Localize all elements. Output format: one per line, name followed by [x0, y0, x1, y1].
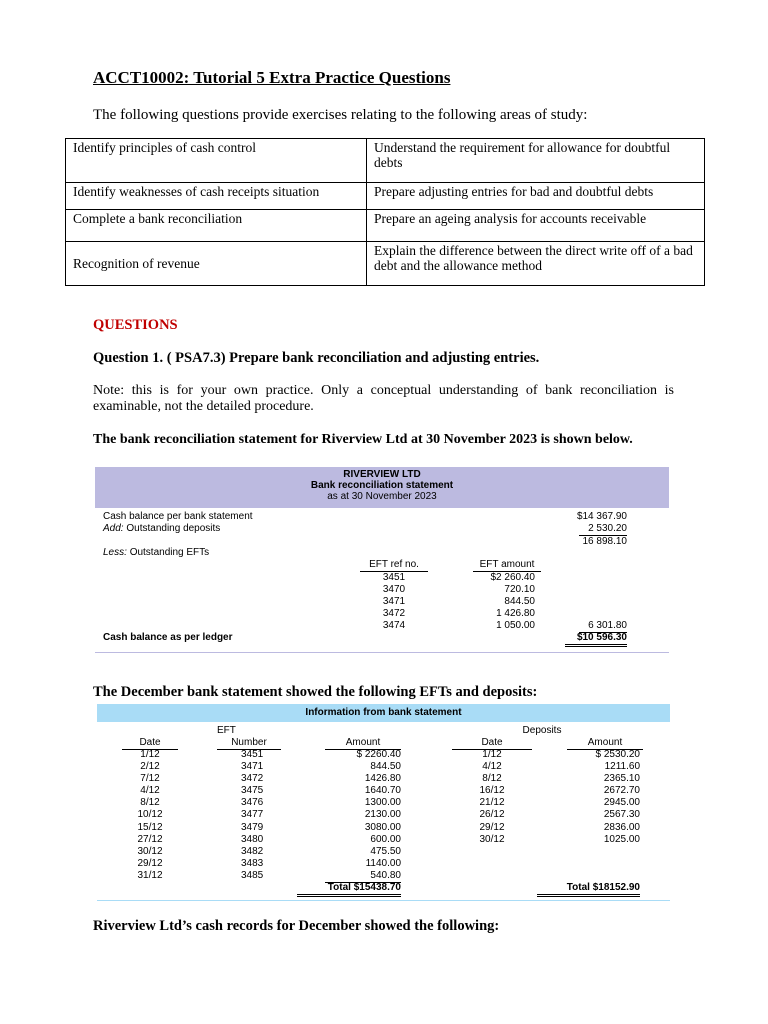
note-text: Note: this is for your own practice. Only a conceptual understanding of bank reconciliation is examinable, not the detailed procedure.	[93, 383, 674, 414]
area-cell: Prepare an ageing analysis for accounts receivable	[367, 210, 705, 242]
eft-ref: 3471	[382, 596, 406, 607]
eft-amount: $2 260.40	[490, 572, 535, 583]
ledger-value: $10 596.30	[565, 632, 627, 647]
cash-per-bank-label: Cash balance per bank statement	[103, 511, 253, 522]
cash-records-intro: Riverview Ltd’s cash records for December showed the following:	[93, 918, 500, 934]
eft-amount: 475.50	[370, 845, 401, 857]
eft-date: 1/12	[140, 749, 160, 760]
december-intro: The December bank statement showed the following EFTs and deposits:	[93, 684, 538, 700]
deposit-date: 1/12	[482, 749, 502, 760]
efts-total: 6 301.80	[579, 620, 627, 633]
area-cell: Prepare adjusting entries for bad and doubtful debts	[367, 183, 705, 210]
add-prefix: Add:	[103, 523, 124, 534]
eft-date: 27/12	[137, 833, 163, 845]
eft-number: 3479	[241, 821, 264, 833]
eft-number: 3472	[241, 773, 264, 785]
eft-date-header: Date	[122, 737, 178, 750]
deposit-total: Total $18152.90	[537, 882, 640, 897]
eft-amount: 3080.00	[364, 821, 401, 833]
outstanding-efts-label	[103, 547, 209, 559]
deposit-date: 26/12	[479, 809, 505, 821]
deposit-amount: 1025.00	[603, 833, 640, 845]
eft-amount-list	[473, 572, 535, 632]
add-label: Outstanding deposits	[126, 523, 221, 534]
less-prefix: Less:	[103, 547, 127, 558]
eft-date: 7/12	[140, 773, 160, 785]
outstanding-deposits-value: 2 530.20	[579, 523, 627, 536]
ledger-label: Cash balance as per ledger	[103, 632, 233, 643]
eft-amount: 1 426.80	[496, 608, 535, 619]
bank-statement-figure	[97, 704, 670, 901]
eft-number: 3480	[241, 833, 264, 845]
deposit-date: 21/12	[479, 797, 505, 809]
eft-number: 3477	[241, 809, 264, 821]
eft-amount: $ 2260.40	[356, 749, 401, 760]
eft-ref-list	[360, 572, 428, 632]
less-label: Outstanding EFTs	[129, 547, 210, 558]
eft-ref: 3474	[382, 620, 406, 631]
eft-ref: 3470	[382, 584, 406, 595]
area-cell: Explain the difference between the direct write off of a bad debt and the allowance method	[367, 242, 705, 286]
deposit-amount: 2945.00	[603, 797, 640, 809]
eft-number: 3485	[241, 869, 264, 881]
eft-amount: 1640.70	[364, 785, 401, 797]
question-1-heading: Question 1. ( PSA7.3) Prepare bank reconciliation and adjusting entries.	[93, 350, 540, 366]
eft-amount: 844.50	[370, 761, 401, 773]
eft-ref: 3451	[382, 572, 406, 583]
deposit-date: 16/12	[479, 785, 505, 797]
statement-name: Bank reconciliation statement	[310, 480, 454, 491]
eft-ref: 3472	[382, 608, 406, 619]
eft-dates	[122, 749, 178, 882]
deposit-date: 4/12	[482, 761, 502, 773]
eft-amount: 1140.00	[365, 857, 401, 869]
eft-ref-header: EFT ref no.	[360, 559, 428, 572]
deposit-date: 30/12	[479, 833, 505, 845]
questions-heading: QUESTIONS	[93, 317, 178, 333]
eft-amount: 1 050.00	[496, 620, 535, 631]
eft-number: 3471	[241, 761, 264, 773]
eft-number-header: Number	[217, 737, 281, 750]
eft-number: 3451	[241, 749, 264, 760]
company-name: RIVERVIEW LTD	[343, 469, 421, 480]
eft-date: 15/12	[137, 821, 163, 833]
eft-header: EFT	[217, 725, 236, 736]
bank-rec-intro: The bank reconciliation statement for Riverview Ltd at 30 November 2023 is shown below.	[93, 432, 633, 447]
eft-date: 4/12	[140, 785, 160, 797]
study-areas-table	[65, 138, 705, 286]
eft-amount: 844.50	[504, 596, 535, 607]
eft-date: 8/12	[140, 797, 160, 809]
deposit-date-header: Date	[452, 737, 532, 750]
eft-amount: 540.80	[325, 870, 401, 883]
page-title: ACCT10002: Tutorial 5 Extra Practice Questions	[93, 68, 451, 87]
eft-amount-header: EFT amount	[473, 559, 541, 572]
outstanding-deposits-label	[103, 523, 220, 535]
deposit-date: 29/12	[479, 821, 505, 833]
eft-date: 29/12	[137, 857, 163, 869]
area-cell: Identify principles of cash control	[66, 139, 367, 183]
eft-date: 2/12	[140, 761, 160, 773]
info-bottom-rule	[97, 900, 670, 901]
area-cell: Recognition of revenue	[66, 242, 367, 286]
eft-number: 3475	[241, 785, 264, 797]
deposit-dates	[452, 749, 532, 846]
deposit-date: 8/12	[482, 773, 502, 785]
bank-reconciliation-figure	[95, 467, 669, 653]
cash-per-bank-value: $14 367.90	[576, 511, 627, 522]
deposit-amounts	[567, 749, 640, 846]
deposit-amount: 1211.60	[604, 761, 640, 773]
recon-bottom-rule	[95, 652, 669, 653]
eft-amounts	[325, 749, 401, 883]
eft-amount: 1426.80	[364, 773, 401, 785]
eft-date: 10/12	[137, 809, 163, 821]
deposit-amount: 2672.70	[603, 785, 640, 797]
eft-number: 3483	[241, 857, 264, 869]
area-cell: Identify weaknesses of cash receipts situation	[66, 183, 367, 210]
subtotal-value: 16 898.10	[582, 536, 627, 547]
deposits-header: Deposits	[522, 725, 562, 736]
reconciliation-header	[95, 467, 669, 508]
statement-date: as at 30 November 2023	[327, 491, 437, 502]
bank-statement-header: Information from bank statement	[97, 704, 670, 722]
area-cell: Understand the requirement for allowance for doubtful debts	[367, 139, 705, 183]
eft-total: Total $15438.70	[297, 882, 401, 897]
intro-text: The following questions provide exercises relating to the following areas of study:	[93, 107, 588, 123]
eft-numbers	[217, 749, 281, 882]
eft-number: 3476	[241, 797, 264, 809]
deposit-amount: 2365.10	[603, 773, 640, 785]
eft-amount: 2130.00	[364, 809, 401, 821]
eft-amount-header: Amount	[325, 737, 401, 750]
deposit-amount: 2567.30	[603, 809, 640, 821]
eft-date: 30/12	[137, 845, 163, 857]
eft-number: 3482	[241, 845, 264, 857]
area-cell: Complete a bank reconciliation	[66, 210, 367, 242]
deposit-amount-header: Amount	[567, 737, 643, 750]
deposit-amount: $ 2530.20	[595, 749, 640, 760]
eft-amount: 720.10	[504, 584, 535, 595]
eft-date: 31/12	[137, 869, 163, 881]
eft-amount: 600.00	[370, 833, 401, 845]
eft-amount: 1300.00	[364, 797, 401, 809]
deposit-amount: 2836.00	[603, 821, 640, 833]
